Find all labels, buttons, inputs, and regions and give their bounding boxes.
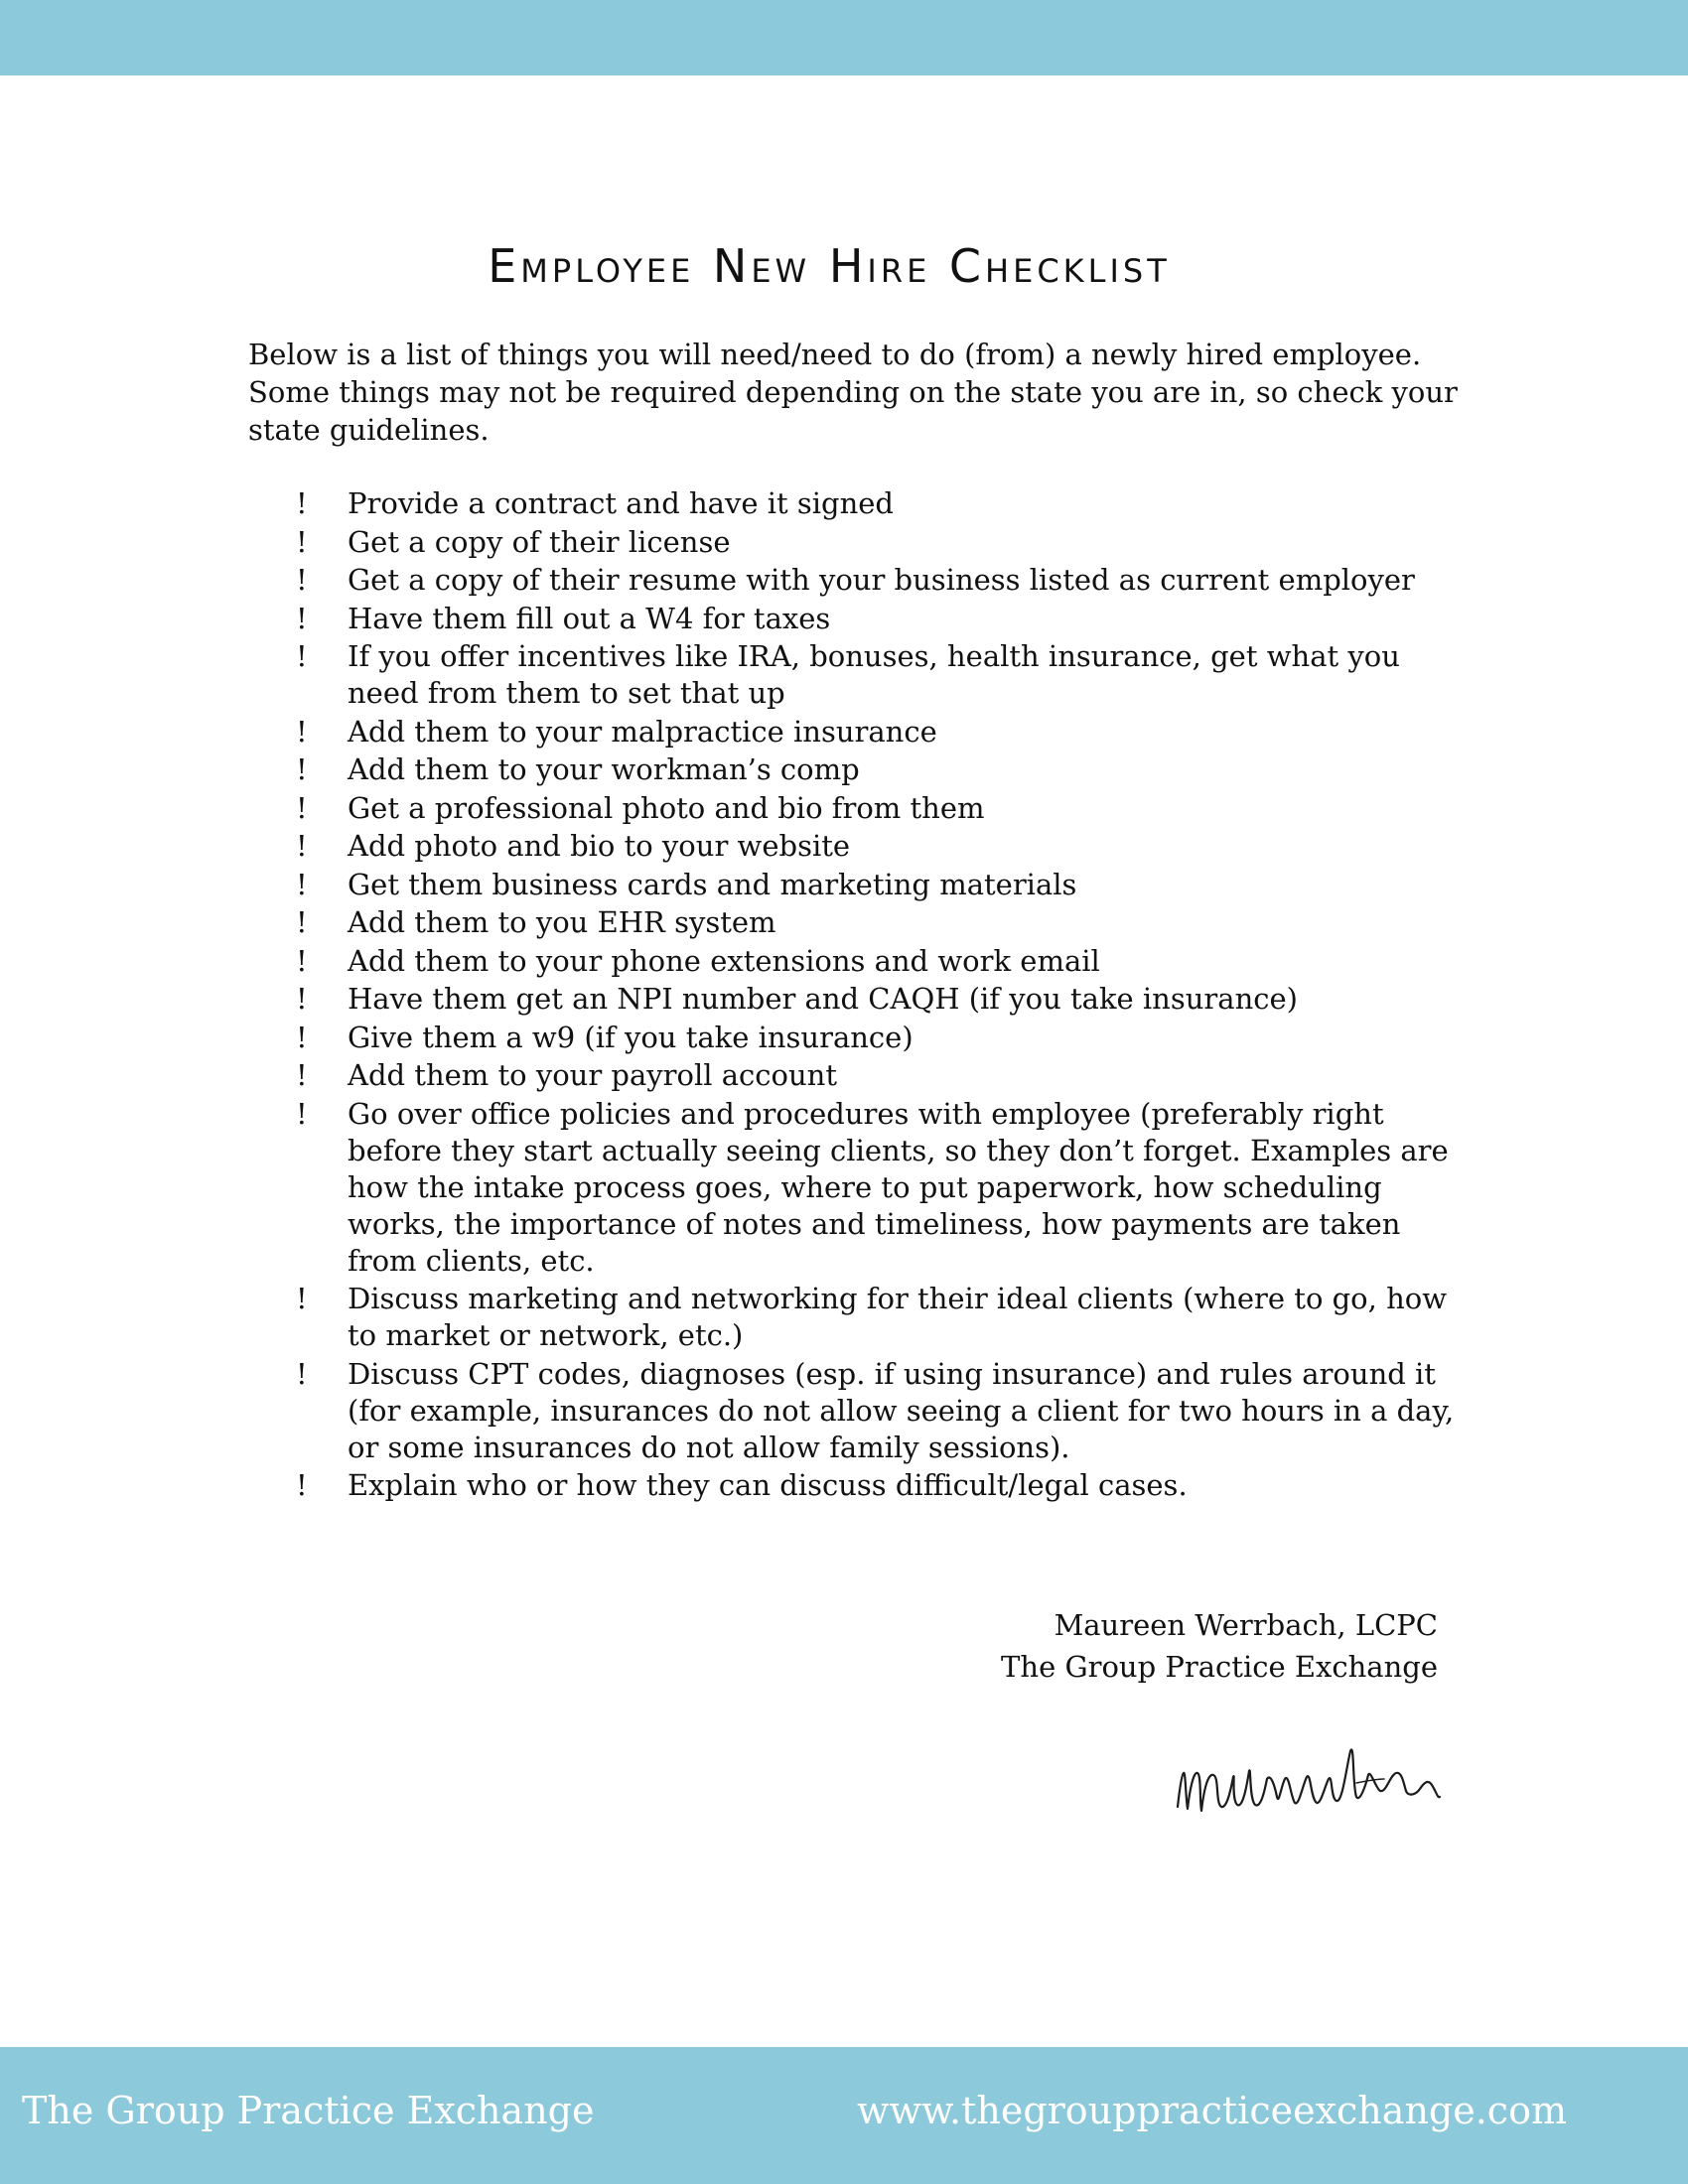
bullet-icon: ! (296, 601, 308, 635)
bullet-icon: ! (296, 829, 308, 863)
checklist-item-text: Add photo and bio to your website (348, 829, 851, 863)
signoff-block (1001, 1604, 1438, 1688)
bullet-icon: ! (296, 1356, 308, 1391)
header-band (0, 0, 1688, 75)
checklist-item-text: Get a professional photo and bio from them (348, 790, 985, 825)
checklist-item-text: Explain who or how they can discuss difficult/legal cases. (348, 1468, 1188, 1502)
bullet-icon: ! (296, 714, 308, 749)
bullet-icon: ! (296, 486, 308, 520)
checklist-item (248, 751, 1470, 788)
checklist-item (248, 1356, 1470, 1466)
checklist (248, 485, 1470, 1506)
checklist-item (248, 638, 1470, 712)
checklist-item (248, 1020, 1470, 1056)
checklist-item (248, 714, 1470, 751)
checklist-item-text: Have them get an NPI number and CAQH (if you take insurance) (348, 982, 1298, 1016)
checklist-item-text: Add them to your payroll account (348, 1058, 837, 1092)
checklist-item-text: Provide a contract and have it signed (348, 486, 894, 520)
checklist-item (248, 524, 1470, 561)
checklist-item-text: If you offer incentives like IRA, bonuses, health insurance, get what you need from them to set that up (348, 639, 1400, 710)
checklist-item (248, 601, 1470, 637)
bullet-icon: ! (296, 1468, 308, 1502)
bullet-icon: ! (296, 790, 308, 825)
checklist-item-text: Go over office policies and procedures with employee (preferably right before they start actually seeing clients, so they don’t forget. Examples are how the intake process goes, where to put paperwork, how scheduling works, the importance of notes and timeliness, how payments are taken from clients, etc. (348, 1096, 1449, 1278)
checklist-item-text: Get a copy of their license (348, 524, 731, 559)
checklist-item (248, 943, 1470, 980)
bullet-icon: ! (296, 524, 308, 559)
signoff-name: Maureen Werrbach, LCPC (1054, 1608, 1438, 1642)
checklist-item (248, 828, 1470, 865)
checklist-item-text: Have them fill out a W4 for taxes (348, 601, 831, 635)
bullet-icon: ! (296, 752, 308, 786)
checklist-item-text: Get them business cards and marketing materials (348, 867, 1077, 901)
checklist-item-text: Add them to you EHR system (348, 905, 776, 939)
page-title: Employee New Hire Checklist (488, 239, 1171, 293)
bullet-icon: ! (296, 1058, 308, 1092)
checklist-item (248, 790, 1470, 827)
checklist-item (248, 904, 1470, 941)
bullet-icon: ! (296, 982, 308, 1016)
checklist-item-text: Discuss CPT codes, diagnoses (esp. if using insurance) and rules around it (for example, insurances do not allow seeing a client for two hours in a day, or some insurances do not allow family sessions). (348, 1356, 1455, 1464)
checklist-item-text: Add them to your phone extensions and work email (348, 943, 1100, 978)
handwritten-signature (1172, 1727, 1450, 1837)
checklist-item (248, 981, 1470, 1018)
checklist-item-text: Give them a w9 (if you take insurance) (348, 1020, 914, 1054)
checklist-item (248, 1096, 1470, 1280)
checklist-item-text: Get a copy of their resume with your business listed as current employer (348, 563, 1415, 597)
signoff-organization: The Group Practice Exchange (1001, 1650, 1438, 1684)
checklist-item (248, 1281, 1470, 1354)
footer-organization: The Group Practice Exchange (22, 2089, 595, 2132)
footer-website-link[interactable]: www.thegrouppracticeexchange.com (856, 2089, 1567, 2132)
checklist-item-text: Discuss marketing and networking for their ideal clients (where to go, how to market or network, etc.) (348, 1282, 1448, 1352)
bullet-icon: ! (296, 1282, 308, 1315)
checklist-item (248, 485, 1470, 522)
checklist-item (248, 867, 1470, 903)
intro-paragraph: Below is a list of things you will need/need to do (from) a newly hired employee. Some things may not be required depending on the state you are in, so check your state guidelines. (248, 338, 1458, 447)
bullet-icon: ! (296, 867, 308, 901)
bullet-icon: ! (296, 639, 308, 673)
checklist-item (248, 1467, 1470, 1504)
bullet-icon: ! (296, 905, 308, 939)
bullet-icon: ! (296, 563, 308, 597)
bullet-icon: ! (296, 943, 308, 978)
checklist-item-text: Add them to your workman’s comp (348, 752, 860, 786)
checklist-item (248, 1057, 1470, 1094)
bullet-icon: ! (296, 1020, 308, 1054)
bullet-icon: ! (296, 1096, 308, 1131)
checklist-item (248, 562, 1470, 599)
checklist-item-text: Add them to your malpractice insurance (348, 714, 937, 749)
